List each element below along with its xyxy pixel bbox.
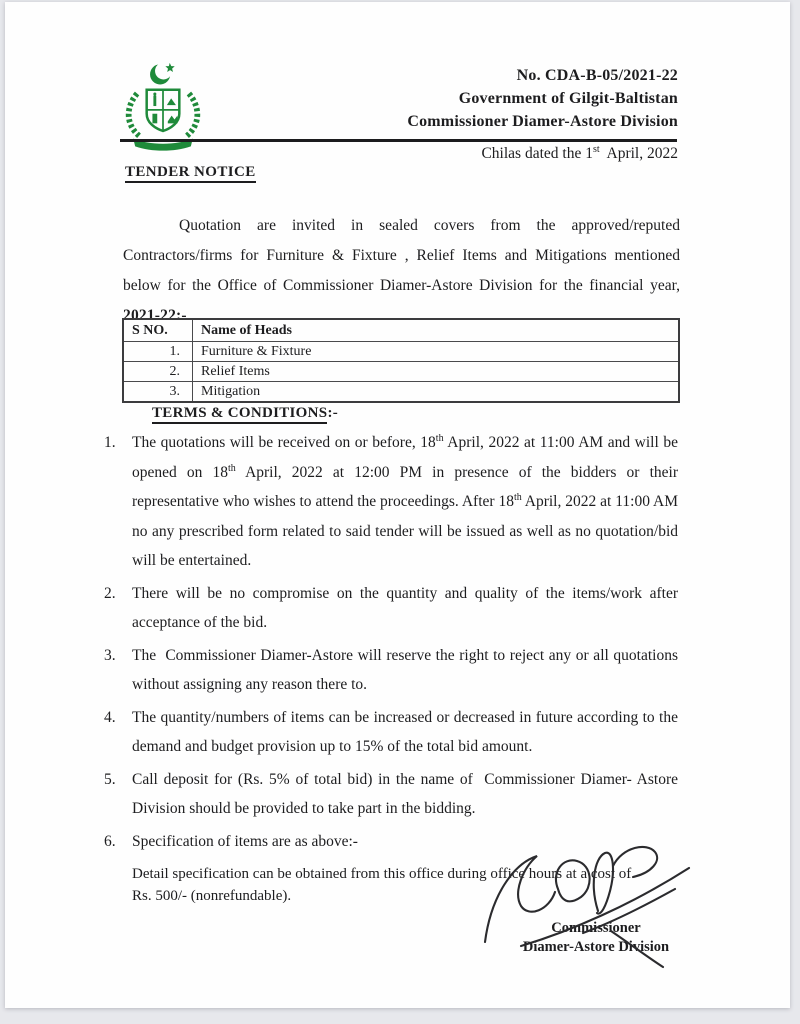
- table-cell: 1.: [123, 342, 193, 362]
- heads-table: [122, 318, 680, 403]
- detail-note-line: Rs. 500/- (nonrefundable).: [132, 888, 292, 904]
- terms-heading-suffix: :-: [327, 405, 339, 421]
- term-item: [104, 641, 678, 700]
- reference-number: No. CDA-B-05/2021-22: [516, 67, 678, 84]
- term-item: [104, 765, 678, 824]
- government-name: Government of Gilgit-Baltistan: [458, 90, 678, 107]
- table-cell: 3.: [123, 382, 193, 403]
- term-number: 2.: [104, 584, 116, 602]
- table-cell: Relief Items: [193, 362, 680, 382]
- signature-icon: [463, 834, 731, 974]
- detail-note-line: Detail specification can be obtained from this office during office hours at a cost of: [132, 866, 632, 882]
- table-cell: 2.: [123, 362, 193, 382]
- document-page: [5, 2, 790, 1008]
- table-cell: Furniture & Fixture: [193, 342, 680, 362]
- term-item: [104, 579, 678, 638]
- terms-items: [104, 428, 678, 856]
- term-text: The quantity/numbers of items can be increased or decreased in future according to the demand and budget provision up to 15% of the total bid amount.: [132, 708, 678, 755]
- date-line: Chilas dated the 1st April, 2022: [481, 143, 678, 162]
- term-text: The quotations will be received on or before, 18th April, 2022 at 11:00 AM and will be opened on 18th April, 2022 at 12:00 PM in presence of the bidders or their representative who wishes to attend the proceedings. After 18th April, 2022 at 11:00 AM no any prescribed form related to said tender will be issued as well as no quotation/bid will be entertained.: [132, 432, 678, 569]
- term-number: 1.: [104, 434, 116, 451]
- table-row: [123, 342, 679, 362]
- table-header-row: [123, 319, 679, 342]
- heads-table-body: [123, 342, 679, 403]
- table-cell: Mitigation: [193, 382, 680, 403]
- term-number: 3.: [104, 646, 116, 664]
- term-text: Specification of items are as above:-: [132, 832, 358, 850]
- signatory-division: Diamer-Astore Division: [522, 939, 670, 955]
- term-number: 4.: [104, 708, 116, 726]
- division-name: Commissioner Diamer-Astore Division: [407, 113, 678, 130]
- header-divider-rule: [120, 139, 677, 142]
- table-row: [123, 382, 679, 403]
- term-item: [104, 428, 678, 576]
- term-item: [104, 703, 678, 762]
- column-header-sno: S NO.: [123, 319, 193, 342]
- term-number: 6.: [104, 832, 116, 850]
- terms-heading: TERMS & CONDITIONS:-: [152, 405, 338, 422]
- term-text: There will be no compromise on the quantity and quality of the items/work after acceptance of the bid.: [132, 584, 678, 631]
- column-header-name: Name of Heads: [193, 319, 680, 342]
- term-number: 5.: [104, 770, 116, 788]
- signatory-title: Commissioner: [551, 920, 641, 936]
- term-text: The Commissioner Diamer-Astore will reserve the right to reject any or all quotations without assigning any reason there to.: [132, 646, 678, 693]
- intro-paragraph: Quotation are invited in sealed covers from the approved/reputed Contractors/firms for Furniture & Fixture , Relief Items and Mitigations mentioned below for the Office of Commissioner Diamer-Astore Division for the financial year, 2021-22:-: [123, 216, 680, 324]
- letterhead: [407, 64, 678, 133]
- term-text: Call deposit for (Rs. 5% of total bid) in the name of Commissioner Diamer- Astore Division should be provided to take part in the bidding.: [132, 770, 678, 817]
- page-title: TENDER NOTICE: [125, 164, 256, 181]
- table-row: [123, 362, 679, 382]
- signature-block: [457, 838, 735, 957]
